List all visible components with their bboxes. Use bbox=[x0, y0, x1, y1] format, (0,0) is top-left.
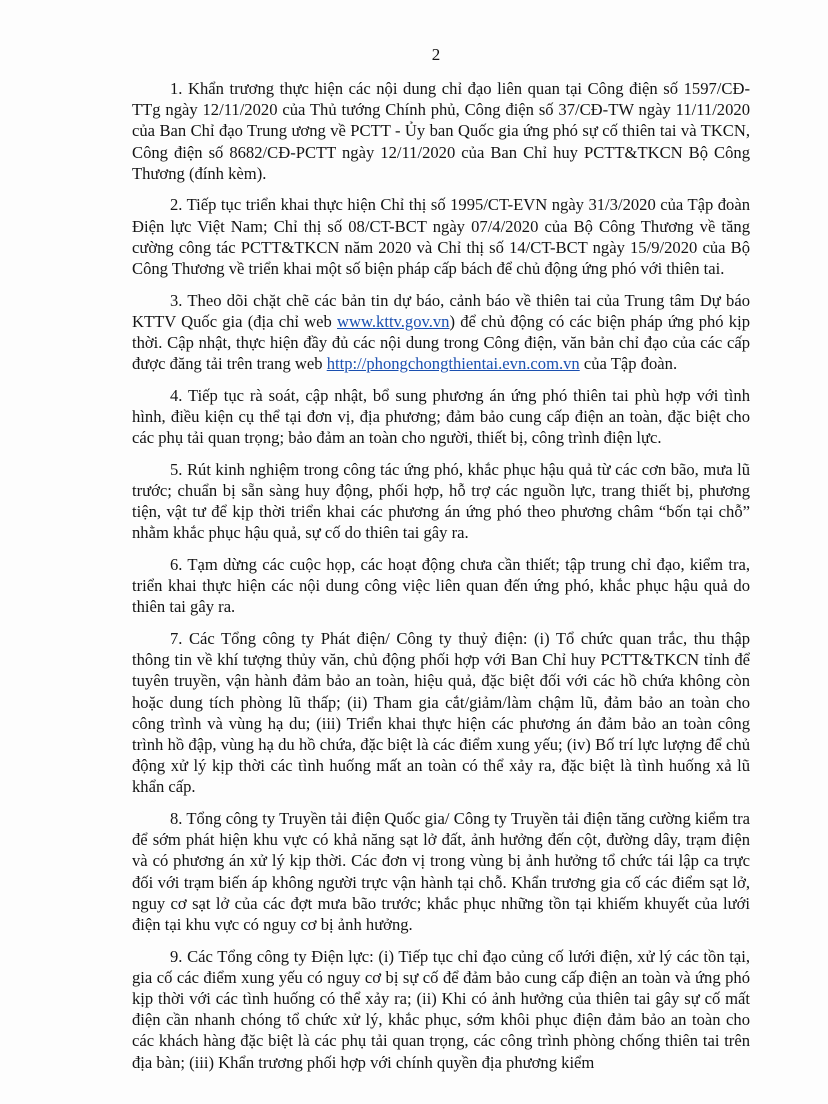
paragraph-4: 4. Tiếp tục rà soát, cập nhật, bổ sung phương án ứng phó thiên tai phù hợp với tình hình, điều kiện cụ thể tại đơn vị, địa phương; đảm bảo cung cấp điện an toàn, đặc biệt cho các phụ tải quan trọng; bảo đảm an toàn cho người, thiết bị, công trình điện lực. bbox=[132, 385, 750, 448]
paragraph-9: 9. Các Tổng công ty Điện lực: (i) Tiếp tục chỉ đạo củng cố lưới điện, xử lý các tồn tại, gia cố các điểm xung yếu có nguy cơ bị sự cố để đảm bảo cung cấp điện an toàn và ứng phó kịp thời với các tình huống có thể xảy ra; (ii) Khi có ảnh hưởng của thiên tai gây sự cố mất điện cần nhanh chóng tổ chức xử lý, khắc phục, sớm khôi phục điện đảm bảo an toàn cho các khách hàng đặc biệt là các phụ tải quan trọng, các công trình phòng chống thiên tai trên địa bàn; (iii) Khẩn trương phối hợp với chính quyền địa phương kiểm bbox=[132, 946, 750, 1072]
phongchongthientai-link[interactable]: http://phongchongthientai.evn.com.vn bbox=[326, 354, 580, 374]
paragraph-3 bbox=[132, 290, 750, 375]
paragraph-3-text-c: của Tập đoàn. bbox=[579, 354, 678, 374]
paragraph-2: 2. Tiếp tục triển khai thực hiện Chỉ thị số 1995/CT-EVN ngày 31/3/2020 của Tập đoàn Điện lực Việt Nam; Chỉ thị số 08/CT-BCT ngày 07/4/2020 của Bộ Công Thương về tăng cường công tác PCTT&TKCN năm 2020 và Chỉ thị số 14/CT-BCT ngày 15/9/2020 của Bộ Công Thương về triển khai một số biện pháp cấp bách để chủ động ứng phó với thiên tai. bbox=[132, 195, 750, 279]
kttv-link[interactable]: www.kttv.gov.vn bbox=[337, 311, 450, 331]
paragraph-1: 1. Khẩn trương thực hiện các nội dung chỉ đạo liên quan tại Công điện số 1597/CĐ-TTg ngày 12/11/2020 của Thủ tướng Chính phủ, Công điện số 37/CĐ-TW ngày 11/11/2020 của Ban Chỉ đạo Trung ương về PCTT - Ủy ban Quốc gia ứng phó sự cố thiên tai và TKCN, Công điện số 8682/CĐ-PCTT ngày 12/11/2020 của Ban Chỉ huy PCTT&TKCN Bộ Công Thương (đính kèm). bbox=[132, 79, 750, 183]
paragraph-8: 8. Tổng công ty Truyền tải điện Quốc gia/ Công ty Truyền tải điện tăng cường kiểm tra để sớm phát hiện khu vực có khả năng sạt lở đất, ảnh hưởng đến cột, đường dây, trạm điện và có phương án xử lý kịp thời. Các đơn vị trong vùng bị ảnh hưởng tổ chức tái lập ca trực đối với trạm biến áp không người trực vận hành tại chỗ. Khẩn trương gia cố các điểm sạt lở, nguy cơ sạt lở của các đợt mưa bão trước; khắc phục những tồn tại khiếm khuyết của lưới điện tại khu vực có nguy cơ bị ảnh hưởng. bbox=[132, 809, 750, 935]
paragraph-7: 7. Các Tổng công ty Phát điện/ Công ty thuỷ điện: (i) Tổ chức quan trắc, thu thập thông tin về khí tượng thủy văn, chủ động phối hợp với Ban Chỉ huy PCTT&TKCN tỉnh để tuyên truyền, vận hành đảm bảo an toàn, hiệu quả, đặc biệt đối với các hồ chứa không còn hoặc dung tích phòng lũ thấp; (ii) Tham gia cắt/giảm/làm chậm lũ, đảm bảo an toàn cho công trình và vùng hạ du; (iii) Triển khai thực hiện các phương án đảm bảo an toàn công trình hồ đập, vùng hạ du hồ chứa, đặc biệt là các điểm xung yếu; (iv) Bố trí lực lượng để chủ động xử lý kịp thời các tình huống mất an toàn có thể xảy ra, đặc biệt là tình huống xả lũ khẩn cấp. bbox=[132, 629, 750, 797]
paragraph-3-text-b: ) để chủ động có các biện pháp ứng phó kịp thời. Cập nhật, thực hiện đầy đủ các nội dung trong Công điện, văn bản chỉ đạo của các cấp được đăng tải trên trang web bbox=[132, 311, 750, 374]
paragraph-3-text-a: 3. Theo dõi chặt chẽ các bản tin dự báo, cảnh báo về thiên tai của Trung tâm Dự báo KTTV Quốc gia (địa chỉ web bbox=[132, 290, 750, 331]
paragraph-5: 5. Rút kinh nghiệm trong công tác ứng phó, khắc phục hậu quả từ các cơn bão, mưa lũ trước; chuẩn bị sẵn sàng huy động, phối hợp, hỗ trợ các nguồn lực, trang thiết bị, phương tiện, vật tư để kịp thời triển khai các phương án ứng phó theo phương châm “bốn tại chỗ” nhằm khắc phục hậu quả, sự cố do thiên tai gây ra. bbox=[132, 459, 750, 543]
page-number: 2 bbox=[431, 45, 441, 64]
paragraph-6: 6. Tạm dừng các cuộc họp, các hoạt động chưa cần thiết; tập trung chỉ đạo, kiểm tra, triển khai thực hiện các nội dung công việc liên quan đến ứng phó, khắc phục hậu quả do thiên tai gây ra. bbox=[132, 555, 750, 617]
